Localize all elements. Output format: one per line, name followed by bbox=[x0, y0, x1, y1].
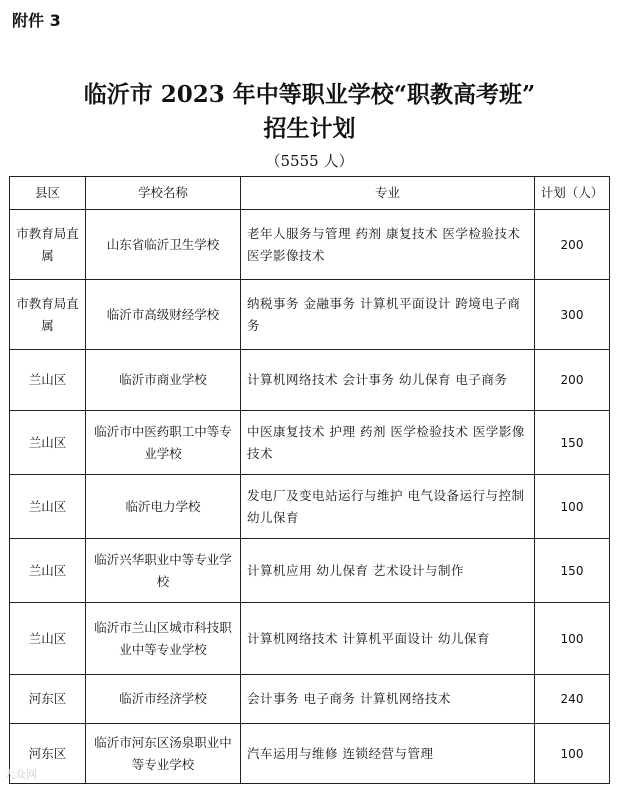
cell-major: 汽车运用与维修 连锁经营与管理 bbox=[241, 724, 535, 784]
cell-major: 计算机应用 幼儿保育 艺术设计与制作 bbox=[241, 539, 535, 603]
cell-county: 兰山区 bbox=[10, 411, 86, 475]
cell-school: 临沂市经济学校 bbox=[86, 675, 241, 724]
cell-county: 兰山区 bbox=[10, 475, 86, 539]
table-row bbox=[10, 675, 610, 724]
cell-major: 计算机网络技术 会计事务 幼儿保育 电子商务 bbox=[241, 350, 535, 411]
cell-major: 发电厂及变电站运行与维护 电气设备运行与控制 幼儿保育 bbox=[241, 475, 535, 539]
cell-school: 临沂市商业学校 bbox=[86, 350, 241, 411]
cell-county: 兰山区 bbox=[10, 539, 86, 603]
cell-major: 会计事务 电子商务 计算机网络技术 bbox=[241, 675, 535, 724]
cell-county: 市教育局直属 bbox=[10, 280, 86, 350]
cell-school: 临沂市河东区汤泉职业中等专业学校 bbox=[86, 724, 241, 784]
header-plan: 计划（人） bbox=[535, 177, 610, 210]
attachment-label: 附件 3 bbox=[12, 11, 61, 30]
cell-plan: 200 bbox=[535, 350, 610, 411]
watermark: 大众网 bbox=[4, 768, 37, 781]
header-major: 专业 bbox=[241, 177, 535, 210]
table-row bbox=[10, 350, 610, 411]
cell-plan: 100 bbox=[535, 724, 610, 784]
cell-school: 临沂市高级财经学校 bbox=[86, 280, 241, 350]
cell-school: 临沂兴华职业中等专业学校 bbox=[86, 539, 241, 603]
cell-plan: 240 bbox=[535, 675, 610, 724]
table-header-row bbox=[10, 177, 610, 210]
cell-plan: 150 bbox=[535, 539, 610, 603]
cell-county: 兰山区 bbox=[10, 603, 86, 675]
table-row bbox=[10, 280, 610, 350]
cell-plan: 100 bbox=[535, 603, 610, 675]
table-row bbox=[10, 603, 610, 675]
cell-major: 计算机网络技术 计算机平面设计 幼儿保育 bbox=[241, 603, 535, 675]
cell-school: 山东省临沂卫生学校 bbox=[86, 210, 241, 280]
table-row bbox=[10, 539, 610, 603]
table-row bbox=[10, 475, 610, 539]
cell-major: 老年人服务与管理 药剂 康复技术 医学检验技术 医学影像技术 bbox=[241, 210, 535, 280]
cell-plan: 300 bbox=[535, 280, 610, 350]
cell-county: 河东区 bbox=[10, 724, 86, 784]
table-row bbox=[10, 724, 610, 784]
cell-plan: 150 bbox=[535, 411, 610, 475]
cell-school: 临沂市中医药职工中等专业学校 bbox=[86, 411, 241, 475]
total-count: （5555 人） bbox=[265, 152, 354, 170]
table-row bbox=[10, 210, 610, 280]
cell-major: 中医康复技术 护理 药剂 医学检验技术 医学影像技术 bbox=[241, 411, 535, 475]
cell-school: 临沂市兰山区城市科技职业中等专业学校 bbox=[86, 603, 241, 675]
document-title: 临沂市 2023 年中等职业学校“职教高考班” bbox=[83, 81, 536, 108]
cell-county: 市教育局直属 bbox=[10, 210, 86, 280]
cell-plan: 100 bbox=[535, 475, 610, 539]
header-school: 学校名称 bbox=[86, 177, 241, 210]
header-county: 县区 bbox=[10, 177, 86, 210]
cell-county: 河东区 bbox=[10, 675, 86, 724]
enrollment-plan-table bbox=[9, 176, 610, 784]
cell-major: 纳税事务 金融事务 计算机平面设计 跨境电子商务 bbox=[241, 280, 535, 350]
document-subtitle: 招生计划 bbox=[263, 115, 356, 142]
cell-county: 兰山区 bbox=[10, 350, 86, 411]
cell-plan: 200 bbox=[535, 210, 610, 280]
cell-school: 临沂电力学校 bbox=[86, 475, 241, 539]
table-row bbox=[10, 411, 610, 475]
